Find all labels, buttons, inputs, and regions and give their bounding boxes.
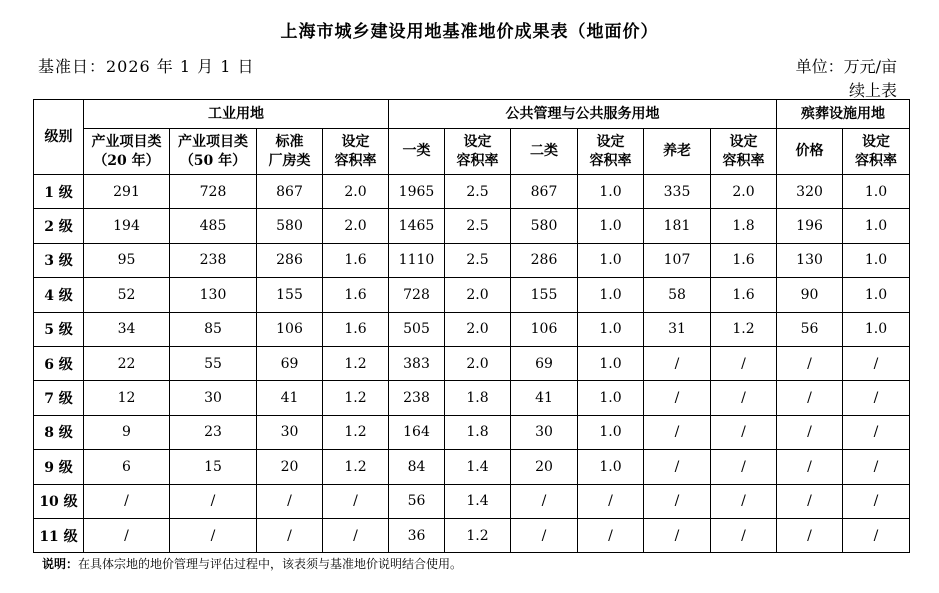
value-cell: 130 (777, 243, 843, 277)
value-cell: 85 (170, 312, 257, 346)
value-cell: 1.0 (843, 312, 910, 346)
value-cell: 1.0 (578, 278, 644, 312)
value-cell: 56 (389, 484, 445, 518)
value-cell: 41 (511, 381, 578, 415)
level-cell: 1 级 (34, 175, 84, 209)
value-cell: 1.0 (578, 312, 644, 346)
value-cell: 580 (257, 209, 323, 243)
column-header (843, 129, 910, 175)
value-cell: 1.0 (578, 209, 644, 243)
value-cell: 286 (257, 243, 323, 277)
value-cell: 1.6 (323, 243, 389, 277)
value-cell: 867 (257, 175, 323, 209)
value-cell: / (711, 346, 777, 380)
table-row (34, 243, 910, 277)
value-cell: 194 (84, 209, 170, 243)
column-header-line: 容积率 (589, 152, 632, 169)
value-cell: 867 (511, 175, 578, 209)
value-cell: 286 (511, 243, 578, 277)
value-cell: 1.2 (323, 415, 389, 449)
value-cell: 2.0 (445, 312, 511, 346)
value-cell: / (644, 346, 711, 380)
value-cell: 31 (644, 312, 711, 346)
value-cell: 106 (511, 312, 578, 346)
value-cell: 1.0 (578, 346, 644, 380)
value-cell: / (323, 518, 389, 552)
value-cell: / (644, 484, 711, 518)
column-header-line: 养老 (663, 143, 691, 159)
value-cell: / (843, 346, 910, 380)
value-cell: 238 (170, 243, 257, 277)
value-cell: / (511, 484, 578, 518)
value-cell: 155 (257, 278, 323, 312)
column-header-line: 设定 (729, 133, 758, 150)
value-cell: 1.6 (711, 278, 777, 312)
header-group-public-service: 公共管理与公共服务用地 (389, 100, 777, 129)
value-cell: / (170, 518, 257, 552)
value-cell: / (711, 518, 777, 552)
value-cell: / (84, 518, 170, 552)
column-header (777, 129, 843, 175)
value-cell: 1.6 (323, 278, 389, 312)
value-cell: 2.5 (445, 175, 511, 209)
value-cell: 2.5 (445, 209, 511, 243)
table-row (34, 175, 910, 209)
value-cell: / (257, 484, 323, 518)
value-cell: / (711, 484, 777, 518)
value-cell: 155 (511, 278, 578, 312)
value-cell: 485 (170, 209, 257, 243)
value-cell: / (843, 484, 910, 518)
footnote-label: 说明： (42, 557, 79, 571)
value-cell: 320 (777, 175, 843, 209)
value-cell: 95 (84, 243, 170, 277)
level-cell: 2 级 (34, 209, 84, 243)
value-cell: 56 (777, 312, 843, 346)
value-cell: 291 (84, 175, 170, 209)
value-cell: 106 (257, 312, 323, 346)
value-cell: / (511, 518, 578, 552)
value-cell: / (843, 381, 910, 415)
column-header-line: 设定 (341, 133, 370, 150)
table-row (34, 518, 910, 552)
value-cell: 1.0 (578, 175, 644, 209)
column-header-line: 标准 (275, 133, 304, 150)
value-cell: 1.6 (711, 243, 777, 277)
table-row (34, 381, 910, 415)
value-cell: / (777, 346, 843, 380)
value-cell: 6 (84, 450, 170, 484)
column-header (170, 129, 257, 175)
value-cell: / (777, 415, 843, 449)
value-cell: 1110 (389, 243, 445, 277)
column-header (323, 129, 389, 175)
value-cell: 90 (777, 278, 843, 312)
column-header (389, 129, 445, 175)
value-cell: 2.0 (445, 346, 511, 380)
column-header (711, 129, 777, 175)
value-cell: 580 (511, 209, 578, 243)
value-cell: 196 (777, 209, 843, 243)
value-cell: 30 (170, 381, 257, 415)
value-cell: 2.0 (323, 209, 389, 243)
table-row (34, 346, 910, 380)
unit-label: 单位：万元/亩 (795, 57, 897, 76)
value-cell: / (777, 381, 843, 415)
value-cell: 1.6 (323, 312, 389, 346)
column-header-line: 设定 (463, 133, 492, 150)
level-cell: 5 级 (34, 312, 84, 346)
level-cell: 4 级 (34, 278, 84, 312)
value-cell: 84 (389, 450, 445, 484)
continued-label: 续上表 (848, 81, 897, 100)
value-cell: / (644, 381, 711, 415)
value-cell: 2.0 (445, 278, 511, 312)
value-cell: / (843, 518, 910, 552)
header-level: 级别 (34, 100, 84, 175)
value-cell: 1.4 (445, 484, 511, 518)
value-cell: / (843, 415, 910, 449)
value-cell: 1.0 (578, 243, 644, 277)
value-cell: 238 (389, 381, 445, 415)
value-cell: 1.4 (445, 450, 511, 484)
value-cell: 1.0 (578, 415, 644, 449)
column-header-line: 设定 (596, 133, 625, 150)
column-header (511, 129, 578, 175)
value-cell: 69 (257, 346, 323, 380)
value-cell: 1.0 (843, 243, 910, 277)
value-cell: 30 (257, 415, 323, 449)
value-cell: 52 (84, 278, 170, 312)
column-header (445, 129, 511, 175)
value-cell: 1.2 (323, 346, 389, 380)
page-title: 上海市城乡建设用地基准地价成果表（地面价） (280, 22, 659, 42)
value-cell: / (644, 518, 711, 552)
column-header (644, 129, 711, 175)
value-cell: / (843, 450, 910, 484)
value-cell: / (711, 450, 777, 484)
header-group-industrial: 工业用地 (84, 100, 389, 129)
value-cell: 1965 (389, 175, 445, 209)
column-header-line: 产业项目类 (91, 133, 162, 150)
level-cell: 9 级 (34, 450, 84, 484)
level-cell: 8 级 (34, 415, 84, 449)
column-header (578, 129, 644, 175)
value-cell: 1.0 (578, 381, 644, 415)
column-header-line: 容积率 (722, 152, 765, 169)
column-header (257, 129, 323, 175)
value-cell: 20 (511, 450, 578, 484)
value-cell: 2.5 (445, 243, 511, 277)
value-cell: 335 (644, 175, 711, 209)
table-row (34, 484, 910, 518)
value-cell: / (777, 518, 843, 552)
column-header-line: 厂房类 (268, 152, 311, 169)
value-cell: 30 (511, 415, 578, 449)
table-row (34, 312, 910, 346)
value-cell: 1.0 (843, 209, 910, 243)
footnote (42, 555, 462, 572)
value-cell: 12 (84, 381, 170, 415)
footnote-text: 在具体宗地的地价管理与评估过程中，该表须与基准地价说明结合使用。 (78, 557, 463, 571)
column-header-line: （50 年） (179, 152, 247, 169)
value-cell: / (84, 484, 170, 518)
value-cell: / (777, 484, 843, 518)
value-cell: 20 (257, 450, 323, 484)
value-cell: 505 (389, 312, 445, 346)
column-header-line: （20 年） (93, 152, 160, 169)
level-cell: 3 级 (34, 243, 84, 277)
column-header-line: 容积率 (456, 152, 499, 169)
value-cell: / (578, 484, 644, 518)
value-cell: / (170, 484, 257, 518)
value-cell: 2.0 (711, 175, 777, 209)
value-cell: 130 (170, 278, 257, 312)
value-cell: / (711, 381, 777, 415)
value-cell: 1.2 (323, 450, 389, 484)
level-cell: 7 级 (34, 381, 84, 415)
value-cell: 36 (389, 518, 445, 552)
level-cell: 10 级 (34, 484, 84, 518)
value-cell: 1.8 (445, 415, 511, 449)
value-cell: / (711, 415, 777, 449)
value-cell: 728 (389, 278, 445, 312)
table-row (34, 278, 910, 312)
value-cell: 1.0 (843, 175, 910, 209)
value-cell: 107 (644, 243, 711, 277)
column-header-line: 一类 (402, 143, 431, 159)
value-cell: 23 (170, 415, 257, 449)
header-group-funeral: 殡葬设施用地 (777, 100, 910, 129)
value-cell: 181 (644, 209, 711, 243)
value-cell: 383 (389, 346, 445, 380)
value-cell: / (323, 484, 389, 518)
value-cell: 1.8 (445, 381, 511, 415)
value-cell: 2.0 (323, 175, 389, 209)
value-cell: 9 (84, 415, 170, 449)
column-header-line: 产业项目类 (178, 133, 248, 150)
value-cell: 22 (84, 346, 170, 380)
value-cell: 34 (84, 312, 170, 346)
value-cell: 1.2 (323, 381, 389, 415)
column-header-line: 设定 (862, 133, 891, 150)
value-cell: 1.0 (843, 278, 910, 312)
level-cell: 6 级 (34, 346, 84, 380)
value-cell: 728 (170, 175, 257, 209)
value-cell: 41 (257, 381, 323, 415)
value-cell: / (644, 415, 711, 449)
value-cell: / (578, 518, 644, 552)
value-cell: 164 (389, 415, 445, 449)
value-cell: / (257, 518, 323, 552)
value-cell: 55 (170, 346, 257, 380)
table-row (34, 415, 910, 449)
column-header-line: 容积率 (334, 152, 377, 169)
land-price-table (33, 99, 910, 553)
value-cell: 1.2 (445, 518, 511, 552)
value-cell: 58 (644, 278, 711, 312)
value-cell: 1.8 (711, 209, 777, 243)
column-header (84, 129, 170, 175)
table-row (34, 450, 910, 484)
value-cell: / (777, 450, 843, 484)
column-header-line: 二类 (530, 143, 558, 159)
value-cell: 1465 (389, 209, 445, 243)
table-row (34, 209, 910, 243)
column-header-line: 价格 (795, 143, 824, 159)
value-cell: 69 (511, 346, 578, 380)
level-cell: 11 级 (34, 518, 84, 552)
value-cell: 1.0 (578, 450, 644, 484)
value-cell: 1.2 (711, 312, 777, 346)
value-cell: / (644, 450, 711, 484)
column-header-line: 容积率 (855, 152, 898, 169)
value-cell: 15 (170, 450, 257, 484)
base-date: 基准日：2026 年 1 月 1 日 (38, 57, 255, 76)
